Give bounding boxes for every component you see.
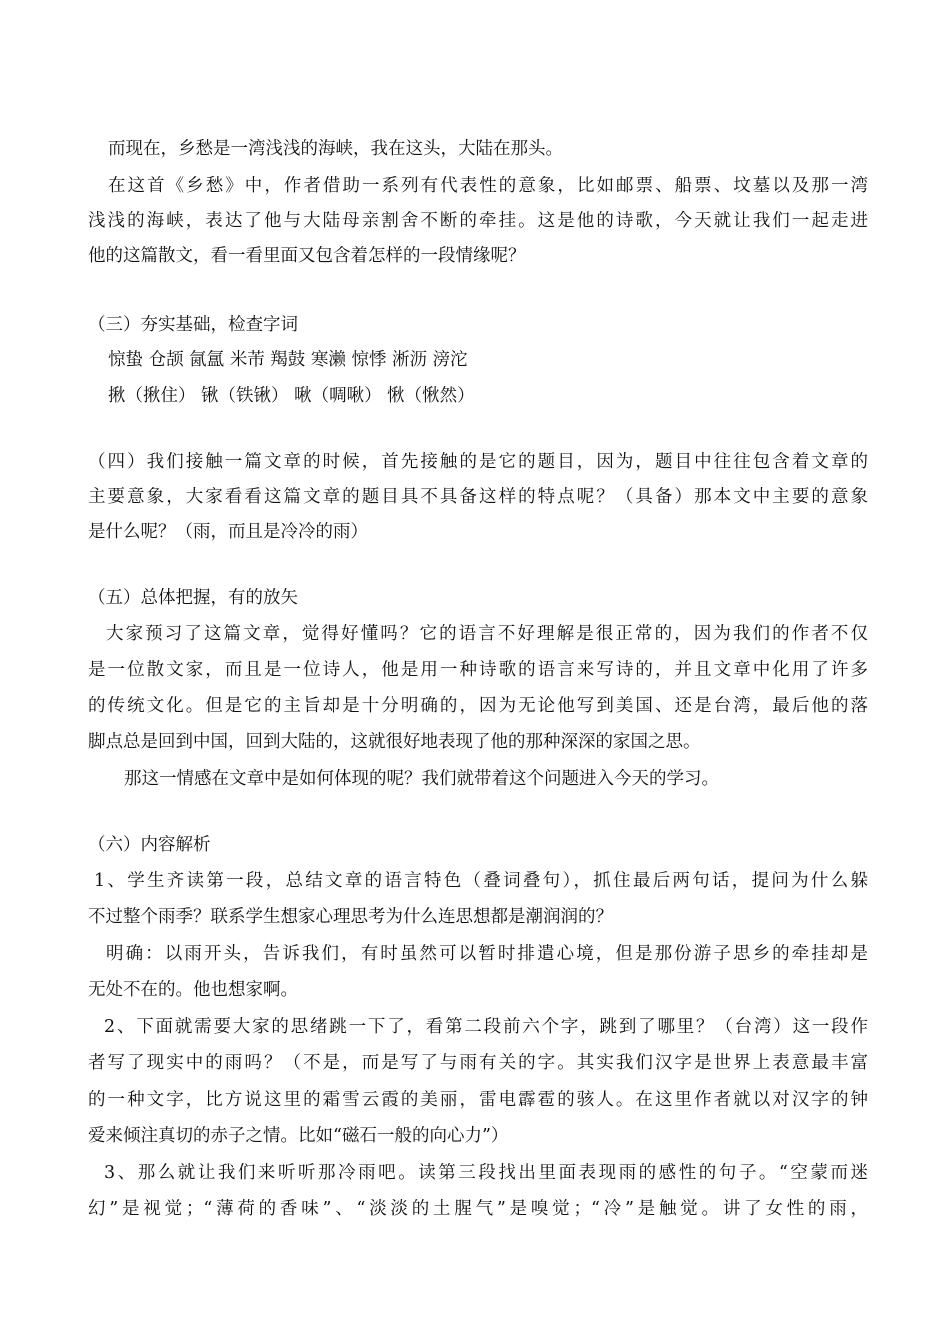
- text-line: 幻”是视觉；“薄荷的香味”、“淡淡的土腥气”是嗅觉；“冷”是触觉。讲了女性的雨，: [88, 1199, 868, 1219]
- text-line: 的传统文化。但是它的主旨却是十分明确的，因为无论他写到美国、还是台湾，最后他的落: [88, 696, 868, 716]
- text-line: 在这首《乡愁》中，作者借助一系列有代表性的意象，比如邮票、船票、坟墓以及那一湾: [108, 176, 868, 196]
- text-line: 者写了现实中的雨吗？（不是，而是写了与雨有关的字。其实我们汉字是世界上表意最丰富: [88, 1053, 868, 1073]
- text-line: 他的这篇散文，看一看里面又包含着怎样的一段情缘呢？: [88, 246, 526, 266]
- text-line: 不过整个雨季？联系学生想家心理思考为什么连思想都是潮润润的？: [88, 907, 613, 927]
- text-line: 是什么呢？（雨，而且是冷冷的雨）: [88, 522, 368, 542]
- text-line: 大家预习了这篇文章，觉得好懂吗？它的语言不好理解是很正常的，因为我们的作者不仅: [106, 624, 868, 644]
- text-line: 浅浅的海峡，表达了他与大陆母亲割舍不断的牵挂。这是他的诗歌，今天就让我们一起走进: [88, 211, 868, 231]
- text-line: 惊蛰 仓颉 氤氲 米芾 羯鼓 寒濑 惊悸 淅沥 滂沱: [108, 350, 468, 370]
- text-line: 揪（揪住） 锹（铁锹） 啾（啁啾） 愀（愀然）: [108, 386, 475, 406]
- text-line: 无处不在的。他也想家啊。: [88, 980, 298, 1000]
- text-line: 的一种文字，比方说这里的霜雪云霞的美丽，雷电霹雹的骇人。在这里作者就以对汉字的钟: [88, 1090, 868, 1110]
- text-line: 1、学生齐读第一段，总结文章的语言特色（叠词叠句），抓住最后两句话，提问为什么躲: [94, 871, 868, 891]
- text-line: 2、下面就需要大家的思绪跳一下了，看第二段前六个字，跳到了哪里？（台湾）这一段作: [104, 1017, 868, 1037]
- text-line: 是一位散文家，而且是一位诗人，他是用一种诗歌的语言来写诗的，并且文章中化用了许多: [88, 660, 868, 680]
- section-heading: （五）总体把握，有的放矢: [88, 588, 298, 608]
- text-line: 爱来倾注真切的赤子之情。比如“磁石一般的向心力”）: [88, 1126, 509, 1146]
- text-line: 主要意象，大家看看这篇文章的题目具不具备这样的特点呢？（具备）那本文中主要的意象: [88, 487, 868, 507]
- text-line: 明确：以雨开头，告诉我们，有时虽然可以暂时排遣心境，但是那份游子思乡的牵挂却是: [106, 944, 868, 964]
- text-line: 3、那么就让我们来听听那冷雨吧。读第三段找出里面表现雨的感性的句子。“空蒙而迷: [104, 1163, 868, 1183]
- text-line: 那这一情感在文章中是如何体现的呢？我们就带着这个问题进入今天的学习。: [124, 769, 719, 789]
- text-line: （四）我们接触一篇文章的时候，首先接触的是它的题目，因为，题目中往往包含着文章的: [88, 452, 868, 472]
- text-line: 而现在，乡愁是一湾浅浅的海峡，我在这头，大陆在那头。: [108, 139, 563, 159]
- section-heading: （三）夯实基础，检查字词: [88, 315, 298, 335]
- text-line: 脚点总是回到中国，回到大陆的，这就很好地表现了他的那种深深的家国之思。: [88, 732, 701, 752]
- section-heading: （六）内容解析: [88, 835, 211, 855]
